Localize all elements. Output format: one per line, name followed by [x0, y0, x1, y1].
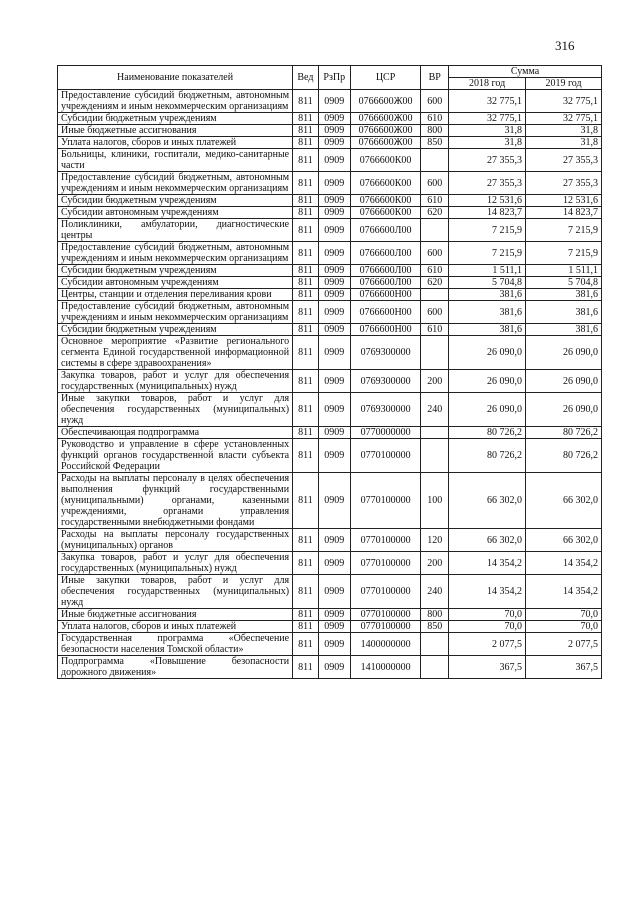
cell-csr: 0770000000 [350, 427, 421, 439]
cell-csr: 0769300000 [350, 336, 421, 370]
cell-name: Уплата налогов, сборов и иных платежей [58, 621, 293, 633]
cell-rzpr: 0909 [318, 289, 350, 301]
cell-name: Субсидии бюджетным учреждениям [58, 195, 293, 207]
cell-csr: 0769300000 [350, 370, 421, 393]
cell-name: Предоставление субсидий бюджетным, автономным учреждениям и иным некоммерческим организациям [58, 301, 293, 324]
cell-csr: 0766600Ж00 [350, 137, 421, 149]
col-header-vr: ВР [421, 66, 449, 90]
cell-2018: 80 726,2 [449, 439, 526, 473]
col-header-csr: ЦСР [350, 66, 421, 90]
cell-csr: 0770100000 [350, 575, 421, 609]
cell-2018: 14 823,7 [449, 207, 526, 219]
cell-csr: 0766600К00 [350, 172, 421, 195]
col-header-ved: Вед [293, 66, 319, 90]
cell-2019: 27 355,3 [526, 172, 602, 195]
cell-2018: 14 354,2 [449, 575, 526, 609]
cell-csr: 0766600К00 [350, 207, 421, 219]
cell-2018: 367,5 [449, 656, 526, 679]
cell-vr [421, 219, 449, 242]
cell-rzpr: 0909 [318, 656, 350, 679]
table-row [58, 207, 602, 219]
table-row [58, 149, 602, 172]
cell-name: Государственная программа «Обеспечение безопасности населения Томской области» [58, 633, 293, 656]
cell-name: Иные закупки товаров, работ и услуг для обеспечения государственных (муниципальных) нужд [58, 393, 293, 427]
cell-2019: 367,5 [526, 656, 602, 679]
cell-ved: 811 [293, 125, 319, 137]
cell-ved: 811 [293, 473, 319, 529]
cell-ved: 811 [293, 301, 319, 324]
cell-2019: 26 090,0 [526, 393, 602, 427]
cell-csr: 1400000000 [350, 633, 421, 656]
cell-ved: 811 [293, 427, 319, 439]
cell-vr [421, 289, 449, 301]
cell-name: Центры, станции и отделения переливания крови [58, 289, 293, 301]
cell-ved: 811 [293, 149, 319, 172]
cell-vr: 610 [421, 113, 449, 125]
cell-ved: 811 [293, 393, 319, 427]
table-row [58, 125, 602, 137]
cell-csr: 0766600Л00 [350, 242, 421, 265]
cell-rzpr: 0909 [318, 529, 350, 552]
cell-2019: 381,6 [526, 289, 602, 301]
table-row [58, 336, 602, 370]
cell-2019: 70,0 [526, 621, 602, 633]
cell-2019: 14 823,7 [526, 207, 602, 219]
cell-ved: 811 [293, 172, 319, 195]
cell-name: Иные бюджетные ассигнования [58, 609, 293, 621]
cell-rzpr: 0909 [318, 149, 350, 172]
cell-ved: 811 [293, 207, 319, 219]
cell-2019: 66 302,0 [526, 529, 602, 552]
col-header-sum: Сумма [449, 66, 602, 78]
cell-name: Субсидии автономным учреждениям [58, 207, 293, 219]
cell-rzpr: 0909 [318, 207, 350, 219]
cell-2018: 381,6 [449, 301, 526, 324]
cell-vr: 610 [421, 195, 449, 207]
cell-name: Расходы на выплаты персоналу государственных (муниципальных) органов [58, 529, 293, 552]
cell-vr: 800 [421, 609, 449, 621]
cell-rzpr: 0909 [318, 90, 350, 113]
cell-name: Субсидии бюджетным учреждениям [58, 265, 293, 277]
cell-vr: 240 [421, 575, 449, 609]
table-row [58, 473, 602, 529]
table-row [58, 529, 602, 552]
cell-2018: 27 355,3 [449, 149, 526, 172]
cell-vr [421, 633, 449, 656]
cell-rzpr: 0909 [318, 277, 350, 289]
cell-vr: 800 [421, 125, 449, 137]
cell-name: Предоставление субсидий бюджетным, автономным учреждениям и иным некоммерческим организациям [58, 242, 293, 265]
cell-2018: 2 077,5 [449, 633, 526, 656]
cell-rzpr: 0909 [318, 609, 350, 621]
col-header-2019: 2019 год [526, 78, 602, 90]
cell-rzpr: 0909 [318, 137, 350, 149]
cell-csr: 0769300000 [350, 393, 421, 427]
cell-2019: 31,8 [526, 137, 602, 149]
cell-2018: 70,0 [449, 621, 526, 633]
cell-2019: 2 077,5 [526, 633, 602, 656]
cell-csr: 0766600Л00 [350, 265, 421, 277]
cell-rzpr: 0909 [318, 242, 350, 265]
cell-2018: 26 090,0 [449, 393, 526, 427]
cell-ved: 811 [293, 609, 319, 621]
header-row [58, 66, 602, 78]
cell-csr: 0770100000 [350, 529, 421, 552]
cell-csr: 0770100000 [350, 609, 421, 621]
cell-name: Уплата налогов, сборов и иных платежей [58, 137, 293, 149]
cell-vr: 620 [421, 207, 449, 219]
cell-vr: 600 [421, 301, 449, 324]
cell-2018: 31,8 [449, 137, 526, 149]
cell-2019: 80 726,2 [526, 427, 602, 439]
cell-csr: 0770100000 [350, 552, 421, 575]
cell-ved: 811 [293, 336, 319, 370]
cell-rzpr: 0909 [318, 621, 350, 633]
cell-2018: 32 775,1 [449, 90, 526, 113]
cell-csr: 1410000000 [350, 656, 421, 679]
table-row [58, 219, 602, 242]
cell-vr: 610 [421, 265, 449, 277]
cell-vr: 100 [421, 473, 449, 529]
table-row [58, 289, 602, 301]
cell-ved: 811 [293, 529, 319, 552]
cell-ved: 811 [293, 265, 319, 277]
cell-vr: 610 [421, 324, 449, 336]
cell-2018: 80 726,2 [449, 427, 526, 439]
cell-vr [421, 336, 449, 370]
cell-name: Поликлиники, амбулатории, диагностические центры [58, 219, 293, 242]
cell-2019: 26 090,0 [526, 336, 602, 370]
cell-ved: 811 [293, 137, 319, 149]
table-row [58, 324, 602, 336]
table-row [58, 137, 602, 149]
cell-2019: 26 090,0 [526, 370, 602, 393]
cell-rzpr: 0909 [318, 195, 350, 207]
cell-ved: 811 [293, 324, 319, 336]
cell-name: Основное мероприятие «Развитие регионального сегмента Единой государственной информационной системы в сфере здравоохранения» [58, 336, 293, 370]
cell-vr [421, 427, 449, 439]
cell-rzpr: 0909 [318, 370, 350, 393]
cell-2019: 12 531,6 [526, 195, 602, 207]
cell-rzpr: 0909 [318, 336, 350, 370]
cell-ved: 811 [293, 195, 319, 207]
table-row [58, 242, 602, 265]
cell-csr: 0766600Л00 [350, 277, 421, 289]
cell-name: Расходы на выплаты персоналу в целях обеспечения выполнения функций государственными (муниципальными) органами, казенными учреждениями, органами управления государственными внебюджетными фондами [58, 473, 293, 529]
cell-vr: 600 [421, 172, 449, 195]
table-row [58, 656, 602, 679]
cell-2018: 381,6 [449, 324, 526, 336]
cell-2018: 32 775,1 [449, 113, 526, 125]
cell-name: Руководство и управление в сфере установленных функций органов государственной власти субъекта Российской Федерации [58, 439, 293, 473]
cell-rzpr: 0909 [318, 427, 350, 439]
cell-rzpr: 0909 [318, 324, 350, 336]
cell-2019: 66 302,0 [526, 473, 602, 529]
table-row [58, 393, 602, 427]
cell-vr: 120 [421, 529, 449, 552]
cell-2018: 5 704,8 [449, 277, 526, 289]
cell-vr: 200 [421, 552, 449, 575]
cell-csr: 0766600Ж00 [350, 90, 421, 113]
cell-name: Субсидии бюджетным учреждениям [58, 324, 293, 336]
table-row [58, 370, 602, 393]
cell-csr: 0766600К00 [350, 149, 421, 172]
cell-ved: 811 [293, 113, 319, 125]
table-row [58, 90, 602, 113]
cell-rzpr: 0909 [318, 393, 350, 427]
cell-name: Больницы, клиники, госпитали, медико-санитарные части [58, 149, 293, 172]
cell-rzpr: 0909 [318, 219, 350, 242]
table-row [58, 575, 602, 609]
cell-vr [421, 439, 449, 473]
cell-2018: 1 511,1 [449, 265, 526, 277]
cell-rzpr: 0909 [318, 301, 350, 324]
cell-2019: 7 215,9 [526, 242, 602, 265]
cell-2018: 27 355,3 [449, 172, 526, 195]
cell-csr: 0770100000 [350, 473, 421, 529]
cell-csr: 0766600Н00 [350, 289, 421, 301]
cell-2019: 381,6 [526, 324, 602, 336]
table-row [58, 301, 602, 324]
cell-rzpr: 0909 [318, 125, 350, 137]
table-row [58, 195, 602, 207]
table-row [58, 552, 602, 575]
cell-rzpr: 0909 [318, 575, 350, 609]
cell-2018: 66 302,0 [449, 473, 526, 529]
cell-name: Предоставление субсидий бюджетным, автономным учреждениям и иным некоммерческим организациям [58, 90, 293, 113]
cell-2019: 381,6 [526, 301, 602, 324]
cell-ved: 811 [293, 439, 319, 473]
table-row [58, 277, 602, 289]
table-row [58, 427, 602, 439]
cell-2019: 5 704,8 [526, 277, 602, 289]
table-body [58, 90, 602, 679]
table-row [58, 621, 602, 633]
cell-vr: 240 [421, 393, 449, 427]
cell-name: Иные бюджетные ассигнования [58, 125, 293, 137]
col-header-2018: 2018 год [449, 78, 526, 90]
cell-2018: 26 090,0 [449, 336, 526, 370]
page-number: 316 [555, 38, 575, 53]
cell-vr: 850 [421, 137, 449, 149]
cell-2018: 381,6 [449, 289, 526, 301]
cell-rzpr: 0909 [318, 113, 350, 125]
cell-2019: 32 775,1 [526, 113, 602, 125]
budget-table [57, 65, 602, 679]
cell-2019: 80 726,2 [526, 439, 602, 473]
cell-ved: 811 [293, 242, 319, 265]
cell-csr: 0766600К00 [350, 195, 421, 207]
cell-2018: 7 215,9 [449, 219, 526, 242]
cell-rzpr: 0909 [318, 552, 350, 575]
cell-2018: 7 215,9 [449, 242, 526, 265]
cell-ved: 811 [293, 575, 319, 609]
table-row [58, 633, 602, 656]
cell-name: Иные закупки товаров, работ и услуг для обеспечения государственных (муниципальных) нужд [58, 575, 293, 609]
cell-2019: 32 775,1 [526, 90, 602, 113]
cell-2018: 14 354,2 [449, 552, 526, 575]
cell-vr: 600 [421, 242, 449, 265]
cell-vr [421, 149, 449, 172]
cell-csr: 0766600Н00 [350, 301, 421, 324]
cell-ved: 811 [293, 370, 319, 393]
table-row [58, 113, 602, 125]
cell-2019: 31,8 [526, 125, 602, 137]
cell-csr: 0766600Н00 [350, 324, 421, 336]
table-row [58, 265, 602, 277]
cell-ved: 811 [293, 219, 319, 242]
cell-vr [421, 656, 449, 679]
cell-ved: 811 [293, 277, 319, 289]
cell-2018: 66 302,0 [449, 529, 526, 552]
cell-rzpr: 0909 [318, 172, 350, 195]
cell-rzpr: 0909 [318, 473, 350, 529]
cell-vr: 850 [421, 621, 449, 633]
table-row [58, 439, 602, 473]
cell-csr: 0766600Ж00 [350, 125, 421, 137]
cell-name: Субсидии бюджетным учреждениям [58, 113, 293, 125]
cell-ved: 811 [293, 621, 319, 633]
cell-csr: 0766600Ж00 [350, 113, 421, 125]
cell-rzpr: 0909 [318, 633, 350, 656]
cell-2019: 1 511,1 [526, 265, 602, 277]
cell-ved: 811 [293, 552, 319, 575]
cell-ved: 811 [293, 90, 319, 113]
cell-rzpr: 0909 [318, 439, 350, 473]
cell-csr: 0766600Л00 [350, 219, 421, 242]
cell-2018: 26 090,0 [449, 370, 526, 393]
col-header-name: Наименование показателей [58, 66, 293, 90]
cell-name: Обеспечивающая подпрограмма [58, 427, 293, 439]
cell-name: Закупка товаров, работ и услуг для обеспечения государственных (муниципальных) нужд [58, 552, 293, 575]
cell-ved: 811 [293, 633, 319, 656]
cell-2019: 7 215,9 [526, 219, 602, 242]
cell-ved: 811 [293, 656, 319, 679]
cell-name: Предоставление субсидий бюджетным, автономным учреждениям и иным некоммерческим организациям [58, 172, 293, 195]
cell-rzpr: 0909 [318, 265, 350, 277]
table-row [58, 172, 602, 195]
cell-2019: 14 354,2 [526, 575, 602, 609]
table-row [58, 609, 602, 621]
cell-name: Закупка товаров, работ и услуг для обеспечения государственных (муниципальных) нужд [58, 370, 293, 393]
cell-2019: 27 355,3 [526, 149, 602, 172]
cell-vr: 600 [421, 90, 449, 113]
cell-2018: 12 531,6 [449, 195, 526, 207]
cell-2019: 70,0 [526, 609, 602, 621]
cell-2019: 14 354,2 [526, 552, 602, 575]
cell-vr: 200 [421, 370, 449, 393]
col-header-rzpr: РзПр [318, 66, 350, 90]
cell-2018: 70,0 [449, 609, 526, 621]
cell-csr: 0770100000 [350, 439, 421, 473]
cell-csr: 0770100000 [350, 621, 421, 633]
cell-name: Подпрограмма «Повышение безопасности дорожного движения» [58, 656, 293, 679]
cell-name: Субсидии автономным учреждениям [58, 277, 293, 289]
cell-ved: 811 [293, 289, 319, 301]
cell-vr: 620 [421, 277, 449, 289]
cell-2018: 31,8 [449, 125, 526, 137]
